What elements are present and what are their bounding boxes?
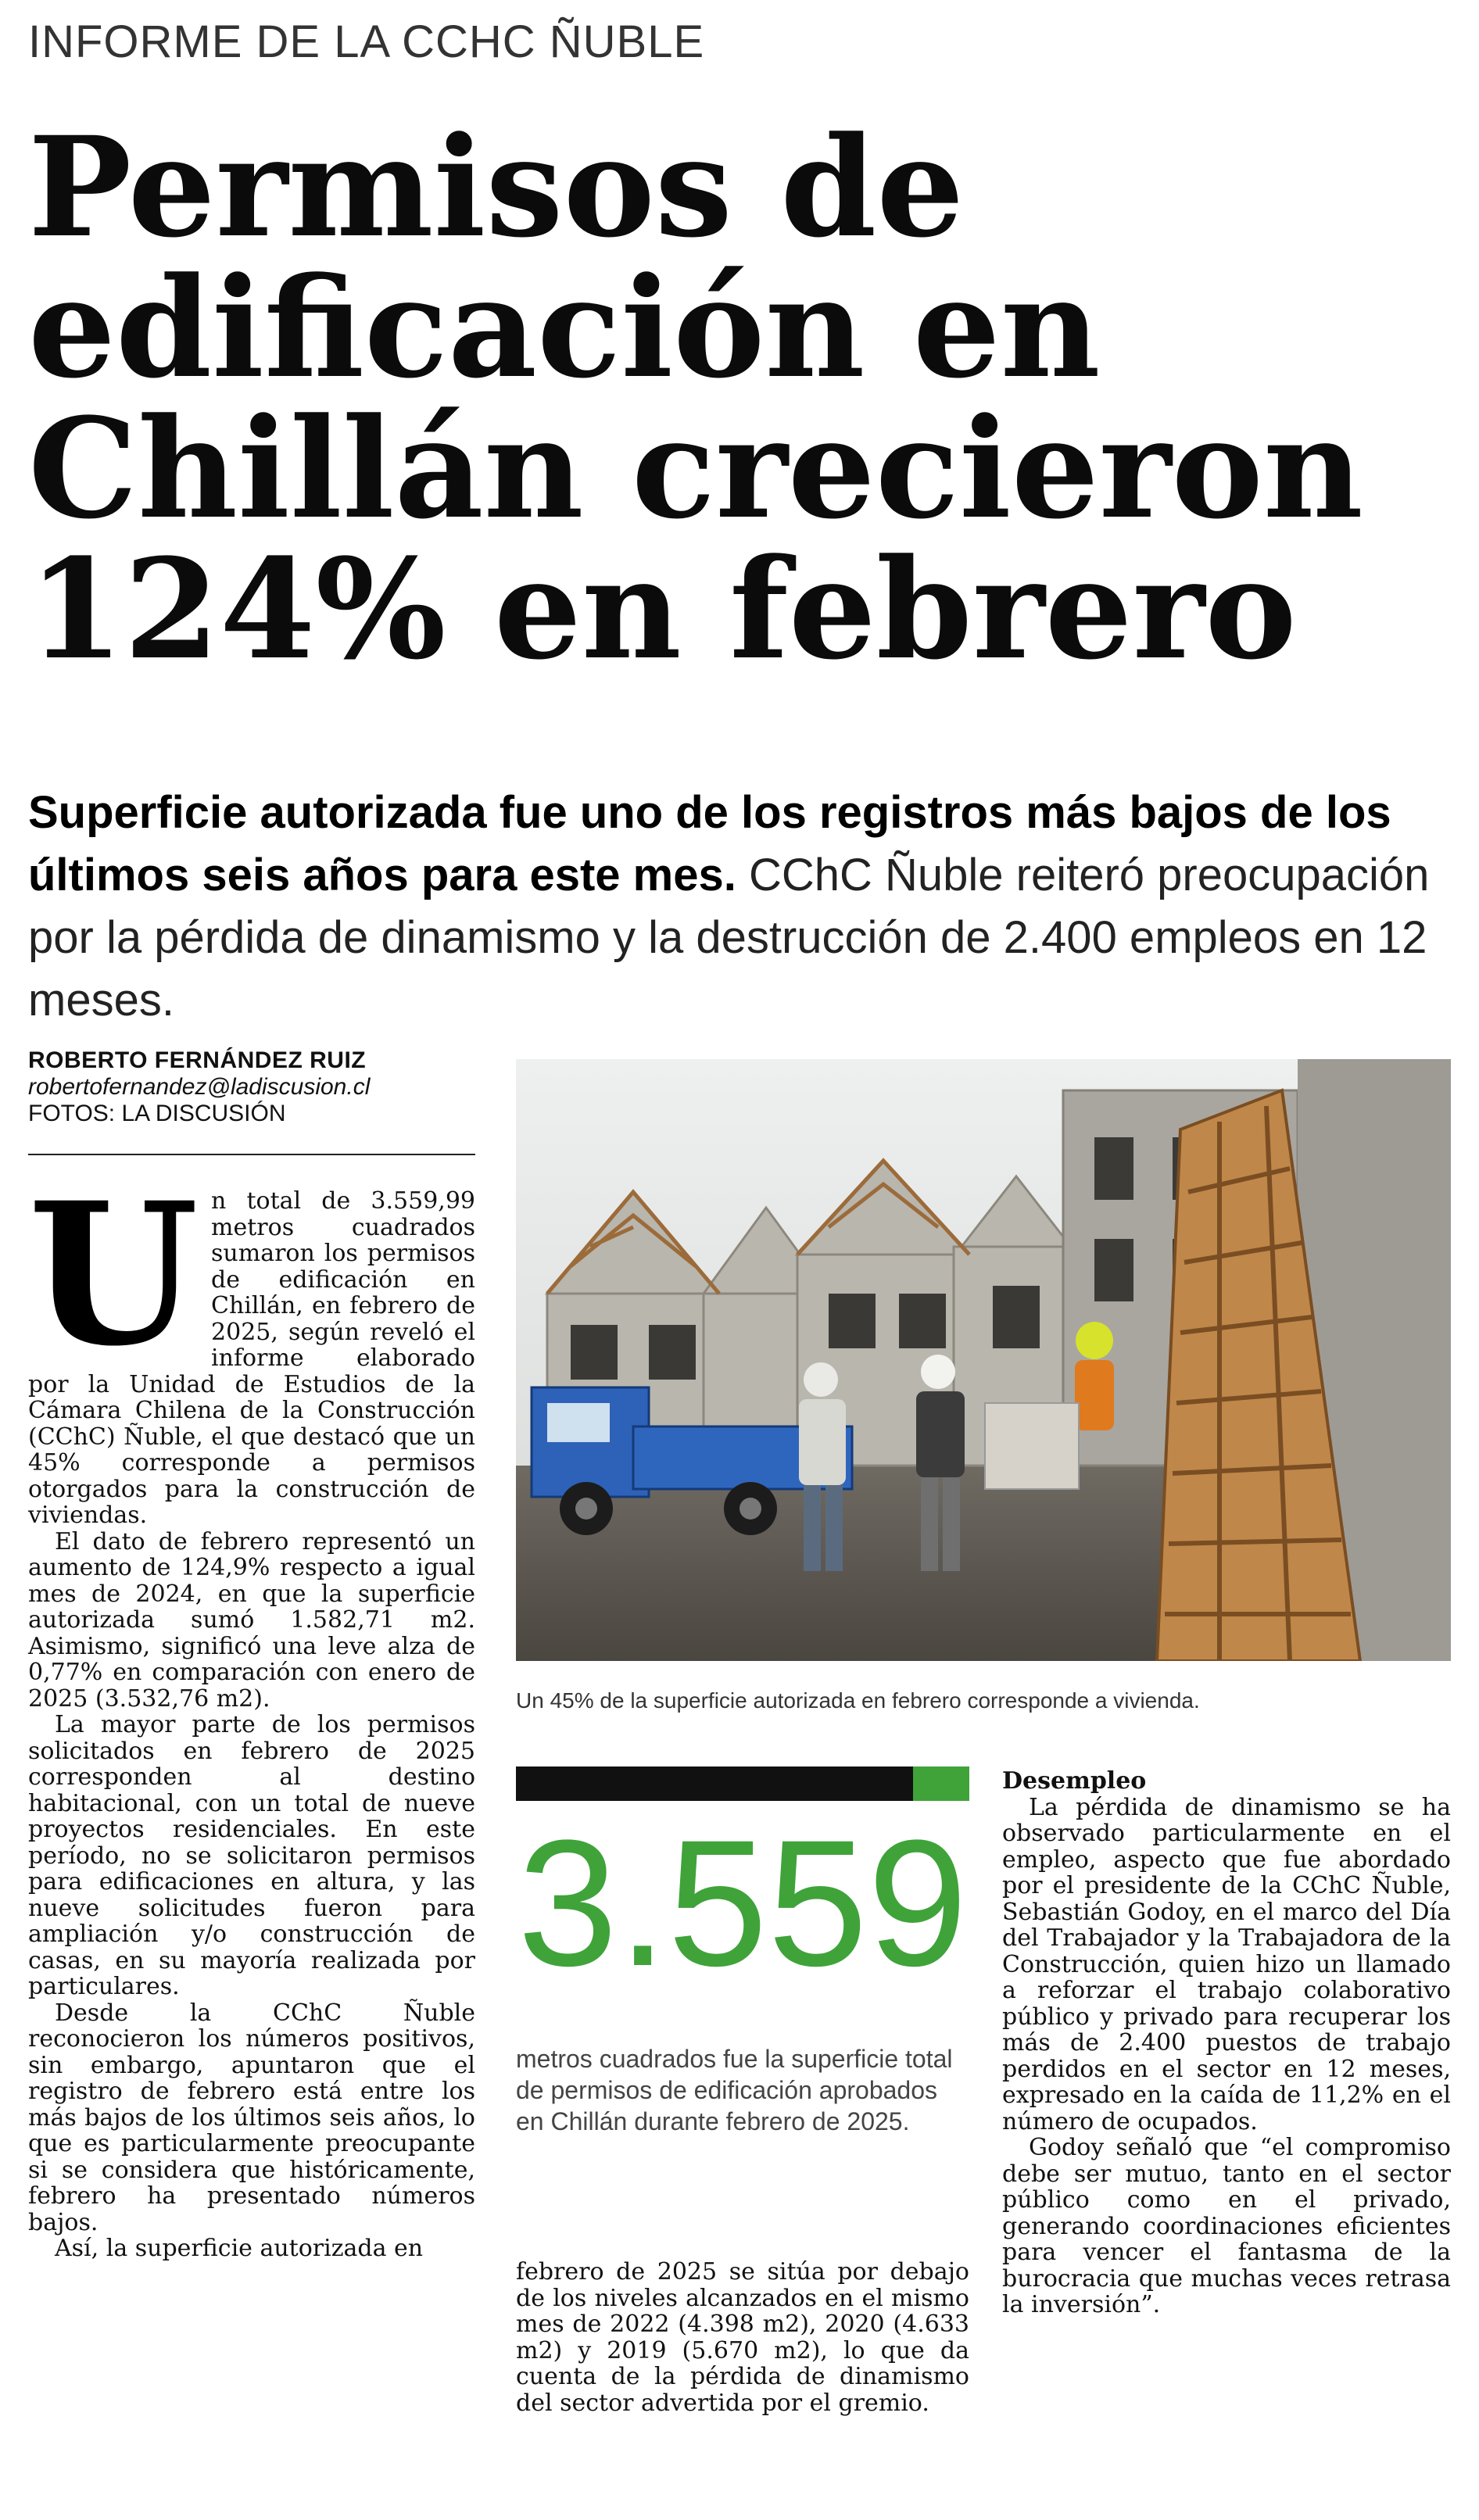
- paragraph: La pérdida de dinamismo se ha observado particularmente en el empleo, aspecto que fue abordado por el presidente de la CChC Ñuble, Sebastián Godoy, en el marco del Día del Trabajador y la Trabajadora de la Construcción, quien hizo un llamado a reforzar el trabajo colaborativo público y privado para recuperar los más de 2.400 puestos de trabajo perdidos en el sector en 12 meses, expresado en la caída de 11,2% en el número de ocupados.: [1002, 1793, 1451, 2135]
- paragraph: Godoy señaló que “el compromiso debe ser mutuo, tanto en el sector público como en el privado, generando coordinaciones eficientes para vencer el fantasma de la burocracia que muchas veces retrasa la inversión”.: [1002, 2134, 1451, 2318]
- paragraph: Desde la CChC Ñuble reconocieron los números positivos, sin embargo, apuntaron que el registro de febrero está entre los más bajos de los últimos seis años, lo que es particularmente preocupante si se considera que históricamente, febrero ha presentado números bajos.: [28, 1999, 475, 2236]
- paragraph: La mayor parte de los permisos solicitados en febrero de 2025 corresponden al destino habitacional, con un total de nueve proyectos residenciales. En este período, no se solicitaron permisos para edificaciones en altura, y las nueve solicitudes fueron para ampliación y/o construcción de casas, en su mayoría realizada por particulares.: [28, 1711, 475, 2000]
- paragraph: n total de 3.559,99 metros cuadrados sumaron los permisos de edificación en Chillán, en febrero de 2025, según reveló el informe elaborado por la Unidad de Estudios de la Cámara Chilena de la Construcción (CChC) Ñuble, el que destacó que un 45% corresponde a permisos otorgados para la construcción de viviendas.: [28, 1187, 475, 1529]
- headline-line: Permisos de: [28, 106, 965, 268]
- author-name: ROBERTO FERNÁNDEZ RUIZ: [28, 1047, 367, 1073]
- headline-line: edificación en: [28, 247, 1101, 409]
- section-label: INFORME DE LA CCHC ÑUBLE: [28, 16, 705, 67]
- deck: [28, 782, 1466, 1032]
- deck-regular: CChC Ñuble reiteró preocupación por la pérdida de dinamismo y la destrucción de 2.400 empleos en 12 meses.: [28, 850, 1430, 1026]
- headline-line: Chillán crecieron: [28, 388, 1363, 549]
- headline: [28, 106, 1451, 690]
- deck-bold: Superficie autorizada fue uno de los registros más bajos de los últimos seis años para este mes.: [28, 787, 1391, 900]
- stat-number: 3.559: [517, 1802, 968, 2003]
- headline-line: 124% en febrero: [28, 528, 1297, 690]
- drop-cap: U: [28, 1159, 199, 1389]
- stat-bar: [516, 1767, 969, 1801]
- byline: [28, 1047, 370, 1127]
- photo-credit: FOTOS: LA DISCUSIÓN: [28, 1101, 286, 1126]
- stat-caption: metros cuadrados fue la superficie total de permisos de edificación aprobados en Chillán durante febrero de 2025.: [516, 2045, 953, 2135]
- author-email: robertofernandez@ladiscusion.cl: [28, 1074, 371, 1100]
- paragraph: febrero de 2025 se sitúa por debajo de los niveles alcanzados en el mismo mes de 2022 (4.398 m2), 2020 (4.633 m2) y 2019 (5.670 m2), lo que da cuenta de la pérdida de dinamismo del sector advertida por el gremio.: [516, 2258, 969, 2417]
- stat-bar-dark: [516, 1767, 913, 1801]
- paragraph: El dato de febrero representó un aumento de 124,9% respecto a igual mes de 2024, en que la superficie autorizada sumó 1.582,71 m2. Asimismo, significó una leve alza de 0,77% en comparación con enero de 2025 (3.532,76 m2).: [28, 1527, 475, 1713]
- article-column-1: [28, 1159, 475, 2262]
- byline-divider: [28, 1154, 475, 1155]
- article-column-2: [516, 2259, 969, 2416]
- article-column-3: [1002, 1768, 1451, 2318]
- paragraph: Así, la superficie autorizada en: [55, 2235, 424, 2262]
- subhead: Desempleo: [1002, 1767, 1147, 1795]
- construction-site-image: [516, 1059, 1451, 1661]
- stat-bar-accent: [913, 1767, 969, 1801]
- photo-caption: Un 45% de la superficie autorizada en febrero corresponde a vivienda.: [516, 1688, 1200, 1713]
- construction-photo: [516, 1059, 1451, 1661]
